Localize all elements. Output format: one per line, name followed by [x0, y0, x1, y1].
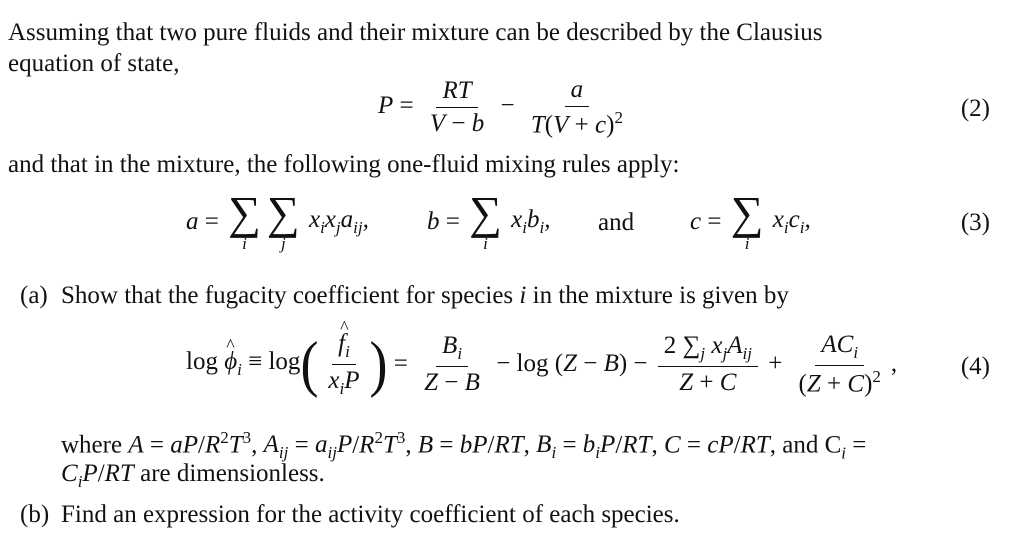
fraction-rt-over-v-minus-b: $\frac{RT}{V - b}$: [429, 77, 485, 137]
equation-3: [0, 187, 1024, 272]
mixing-rule-b: b = ∑ i $x_ib_i$,: [427, 187, 551, 254]
and-word: and: [598, 209, 635, 236]
fraction-bi-over-z-minus-b: $\frac{B_i}{Z - B}$: [424, 332, 480, 396]
mixing-rule-c: c = ∑ i $x_ic_i$,: [690, 187, 811, 254]
mixing-rules-intro: and that in the mixture, the following one-fluid mixing rules apply:: [8, 151, 680, 178]
equation-number-3: (3): [960, 209, 990, 236]
intro-line-2: equation of state,: [8, 50, 180, 77]
fraction-a-over-t: $\frac{a}{T(V + c)^2}$: [530, 76, 623, 138]
equation-4: [0, 330, 1024, 412]
intro-line-1: Assuming that two pure fluids and their mixture can be described by the Clausius: [8, 19, 823, 46]
where-definitions-line-1: where $A = aP/R^2T^3$, $A_{ij} = a_{ij}P/R^2T^3$, B = bP/RT, $B_i = b_iP/RT$, C = cP/RT, and $C_i$ =: [61, 428, 867, 463]
fraction-f-over-xp: ^ $\frac{f_i}{x_iP}$: [322, 330, 365, 398]
where-definitions-line-2: $C_iP/RT$ are dimensionless.: [61, 460, 325, 491]
mixing-rule-a: a = ∑ i ∑ j $x_ix_ja_{ij}$,: [186, 187, 369, 254]
part-a-label: (a): [20, 282, 48, 309]
equation-2: [0, 76, 1024, 146]
fraction-aci-over-z-plus-c-squared: $\frac{AC_i}{(Z + C)^2}$: [798, 330, 881, 397]
part-b-text: Find an expression for the activity coefficient of each species.: [61, 501, 680, 528]
fugacity-equation: log ^ $\phi_i \equiv \log$( ^ $\frac{f_i}{x_iP}$ ) = $\frac{B_i}{Z - B}$ − log (Z − B) − $\frac{2 \sum_j x_jA_{ij}}{Z + C}$ + $\frac{AC_i}{(Z + C)^2}$ ,: [186, 330, 897, 398]
clausius-equation: P = $\frac{RT}{V - b}$ − $\frac{a}{T(V + c)^2}$: [378, 76, 633, 138]
fraction-sum-aij-over-z-plus-c: $\frac{2 \sum_j x_jA_{ij}}{Z + C}$: [658, 332, 758, 396]
part-a-text: Show that the fugacity coefficient for species i in the mixture is given by: [61, 282, 789, 309]
equation-number-2: (2): [960, 95, 990, 122]
part-b-label: (b): [20, 501, 50, 528]
equation-number-4: (4): [960, 353, 990, 380]
